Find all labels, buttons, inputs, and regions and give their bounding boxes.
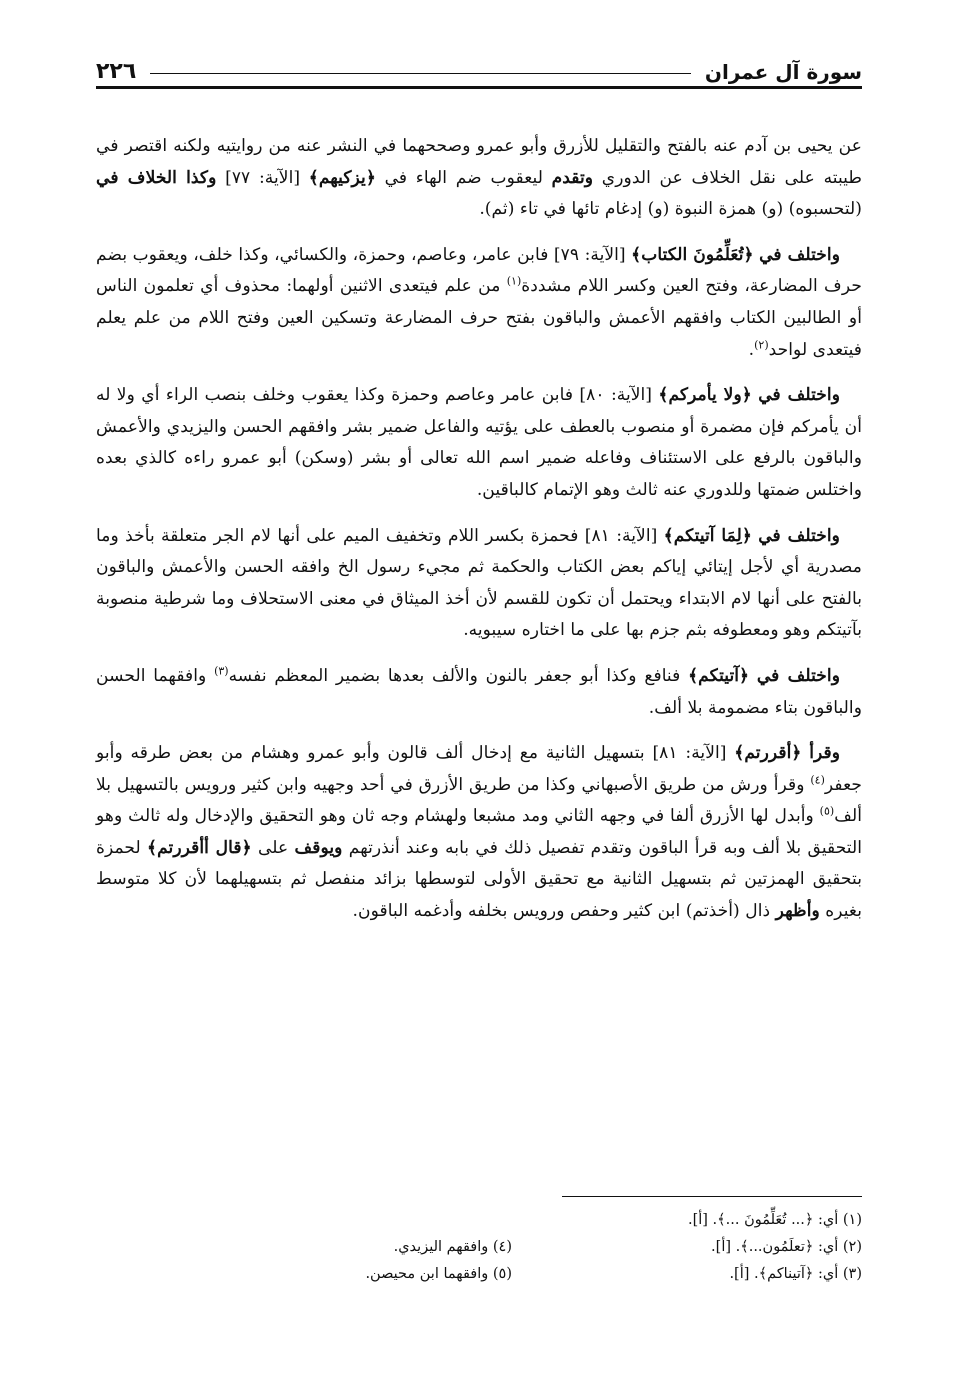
footnote-2: (٢) أي: ﴿تعلَمُون...﴾. [أ]. bbox=[711, 1239, 862, 1255]
paragraph bbox=[96, 661, 862, 724]
keyword-text: وكذا الخلاف في bbox=[96, 167, 217, 188]
main-text bbox=[96, 131, 862, 928]
keyword-text: واختلف في bbox=[758, 525, 840, 546]
body-text: ليعقوب ضم الهاء في bbox=[375, 167, 552, 188]
header-divider bbox=[150, 73, 691, 74]
surah-title: سورة آل عمران bbox=[704, 60, 862, 84]
body-text: عن يحيى بن آدم عنه بالفتح والتقليل للأزرق وأبو عمرو وصححهما في النشر عنه من روايتيه ولكنه اقتصر في طيبته على نقل الخلاف عن الدوري bbox=[96, 136, 863, 188]
footnotes bbox=[96, 1196, 862, 1288]
keyword-text: ﴿تُعَلِّمُونَ الكتاب﴾ bbox=[631, 244, 754, 265]
body-text: [الآية: ٧٧] bbox=[216, 167, 309, 188]
body-text: [الآية: ٨٠] فابن عامر وعاصم وحمزة وكذا يعقوب وخلف بنصب الراء أي ولا له أن يأمركم فإن مضمرة أو منصوب بالعطف على يؤتيه والفاعل ضمير بشر وافقهم الحسن واليزيدي والأعمش والباقون بالرفع على الاستئناف وفاعله ضمير اسم الله تعالى أو بشر (وسكن) أبو عمرو راءه كالذي بعده واختلس ضمتها وللدوري عنه ثالث وهو الإتمام كالباقين. bbox=[96, 385, 862, 500]
keyword-text: واختلف في bbox=[758, 385, 841, 406]
keyword-text: ﴿أقررتم﴾ bbox=[734, 743, 802, 764]
body-text: من علم فيتعدى الاثنين أولهما: محذوف أي تعلمون الناس أو الطالبين الكتاب وافقهم الأعمش والباقون بفتح حرف المضارعة وتسكين العين وفتح اللام من علم يعلم فيتعدى لواحد bbox=[96, 276, 862, 360]
keyword-text: ﴿ولا يأمركم﴾ bbox=[658, 385, 752, 406]
paragraph bbox=[96, 521, 862, 647]
body-text: وأبدل لها الأزرق ألفا في وجهه الثاني ومد مشبعا ولهشام وجه ثان وهو التحقيق والإدخال وله ثالث وهو التحقيق بلا ألف وبه قرأ الباقون وتقدم تفصيل ذلك في بابه وعند أنذرتهم bbox=[96, 806, 862, 858]
keyword-text: ﴿يزكيهم﴾ bbox=[308, 167, 376, 188]
keyword-text: ﴿آتيتكم﴾ bbox=[688, 665, 750, 686]
footnote-ref: (٤) bbox=[810, 772, 825, 786]
keyword-text: ﴿قال أأقررتم﴾ bbox=[147, 837, 252, 858]
body-text: (لتحسبوه) (و) همزة النبوة (و) إدغام تائها في تاء (ثم). bbox=[479, 199, 862, 220]
footnote-3: (٣) أي: ﴿آتيناكم﴾. [أ]. bbox=[729, 1266, 862, 1282]
keyword-text: ﴿لِمَا آتيتكم﴾ bbox=[663, 525, 752, 546]
keyword-text: واختلف في bbox=[756, 665, 840, 686]
paragraph bbox=[96, 240, 862, 366]
footnote-ref: (٢) bbox=[754, 337, 769, 351]
body-text: [الآية: ٨١] بتسهيل الثانية مع إدخال ألف قالون وأبو عمرو وهشام من بعض طرقه وأبو جعفر bbox=[96, 743, 862, 795]
keyword-text: وأظهر bbox=[775, 901, 820, 922]
paragraph bbox=[96, 380, 862, 506]
body-text: [الآية: ٨١] فحمزة بكسر اللام وتخفيف الميم على أنها لام الجر متعلقة بأخذ وما مصدرية أي لأجل إيتائي إياكم بعض الكتاب والحكمة ثم مجيء رسول الخ وافقه الحسن والأعمش والباقون بالفتح على أنها لام الابتداء ويحتمل أن تكون للقسم لأن أخذ الميثاق في معنى الاستحلاف وما شرطية منصوبة بآتيتكم وهو ومعطوفه بثم جزم بها على ما اختاره سيبويه. bbox=[96, 525, 862, 641]
body-text: لحمزة بتحقيق الهمزتين ثم بتسهيل الثانية مع تحقيق الأولى لتوسطها بزائد منفصل ثم بتسهيلهما لأن كلا متوسط بغيره bbox=[96, 837, 862, 922]
body-text: [الآية: ٧٩] فابن عامر، وعاصم، وحمزة، والكسائي، وكذا خلف، ويعقوب بضم حرف المضارعة، وفتح العين وكسر اللام مشددة bbox=[96, 244, 862, 297]
body-text: . bbox=[748, 339, 755, 360]
book-page bbox=[96, 44, 862, 1364]
footnote-1: (١) أي: ﴿... تُعَلِّمُونَ ...﴾. [أ]. bbox=[688, 1212, 862, 1228]
footnote-empty bbox=[192, 1207, 512, 1234]
paragraph bbox=[96, 738, 862, 928]
footnote-5: (٥) وافقهما ابن محيصن. bbox=[365, 1266, 512, 1282]
footnote-ref: (٣) bbox=[214, 664, 229, 678]
paragraph bbox=[96, 131, 862, 226]
footnote-4: (٤) وافقهم اليزيدي. bbox=[393, 1239, 512, 1255]
footnote-ref: (٥) bbox=[819, 804, 835, 818]
footnote-ref: (١) bbox=[506, 274, 522, 288]
body-text: فنافع وكذا أبو جعفر بالنون والألف بعدها بضمير المعظم نفسه bbox=[228, 665, 689, 686]
footnote-grid bbox=[96, 1207, 862, 1288]
keyword-text: واختلف في bbox=[759, 244, 841, 265]
body-text bbox=[749, 666, 757, 686]
body-text: ذال (أخذتم) ابن كثير وحفص ورويس بخلفه وأدغمه الباقون. bbox=[352, 901, 776, 922]
keyword-text: ويوقف bbox=[294, 837, 343, 858]
keyword-text: وتقدم bbox=[551, 167, 594, 188]
footnote-divider bbox=[562, 1196, 862, 1197]
body-text: وافقهما الحسن والباقون بتاء مضمومة بلا ألف. bbox=[96, 665, 862, 718]
body-text: وقرأ ورش من طريق الأصبهاني وكذا من طريق الأزرق في أحد وجهيه وابن كثير ورويس بالتسهيل بلا ألف bbox=[96, 774, 862, 827]
page-number: ٢٢٦ bbox=[96, 59, 137, 84]
body-text: على bbox=[251, 837, 295, 858]
page-header bbox=[96, 44, 862, 89]
keyword-text: وقرأ bbox=[809, 743, 841, 764]
